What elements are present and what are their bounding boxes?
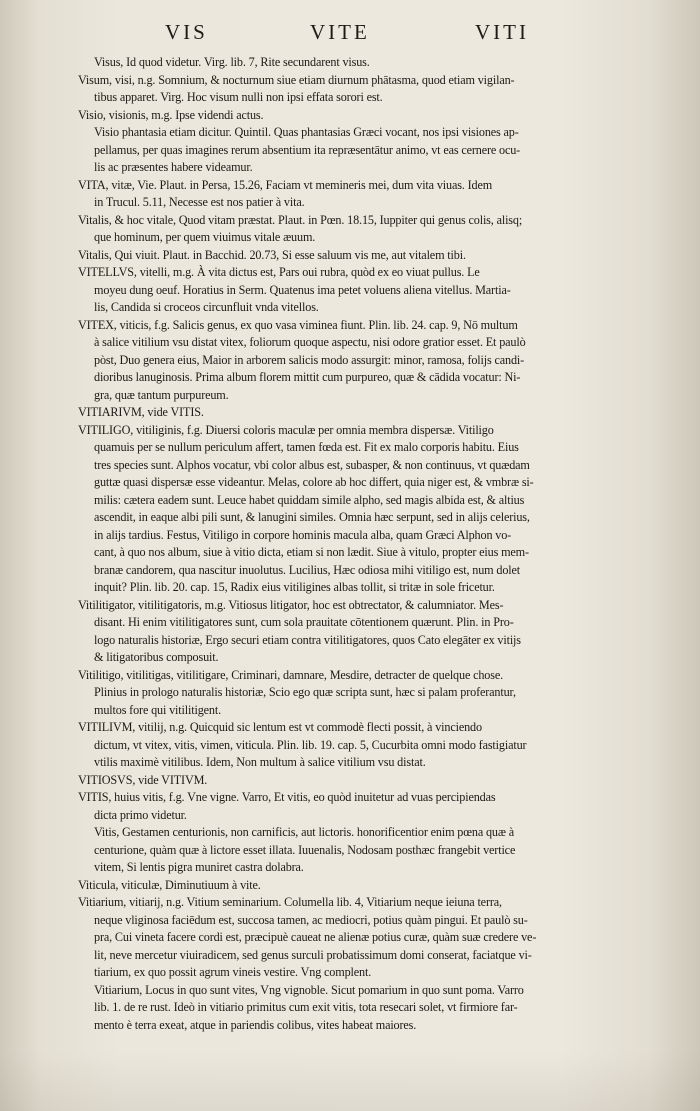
text-line: centurione, quàm quæ à lictore esset illata. Iuuenalis, Nodosam posthæc frangebit vertice: [94, 842, 516, 857]
text-line: Vitilitigator, vitilitigatoris, m.g. Vitiosus litigator, hoc est obtrectator, & calumniator. Mes-: [78, 597, 504, 612]
text-line: Visus, Id quod videtur. Virg. lib. 7, Rite secundarent visus.: [94, 55, 370, 69]
text-line: Plinius in prologo naturalis historiæ, Scio ego quæ scripta sunt, hæc si palam proferantur,: [94, 685, 516, 699]
running-head-center: VITE: [310, 20, 370, 44]
text-line: VITEX, viticis, f.g. Salicis genus, ex quo vasa viminea fiunt. Plin. lib. 24. cap. 9, Nō multum: [78, 317, 518, 332]
text-line: guttæ quasi dispersæ esse videantur. Melas, colore ab hoc differt, quia niger est, & vmbræ si-: [94, 475, 534, 489]
text-line: VITIARIVM, vide VITIS.: [78, 405, 204, 419]
text-line: Vitis, Gestamen centurionis, non carnificis, aut lictoris. honorificentior enim pœna quæ à: [94, 825, 515, 839]
text-line: & litigatoribus composuit.: [94, 650, 219, 664]
page-shadow: [0, 1051, 700, 1111]
text-line: Vitiarium, Locus in quo sunt vites, Vng vignoble. Sicut pomarium in quo sunt poma. Varro: [94, 982, 524, 997]
text-line: dicta primo videtur.: [94, 807, 187, 822]
text-line: Vitalis, Qui viuit. Plaut. in Bacchid. 20.73, Si esse saluum vis me, aut vitalem tibi.: [78, 247, 466, 262]
running-head: [165, 20, 565, 50]
text-line: VITILIGO, vitiliginis, f.g. Diuersi coloris maculæ per omnia membra dispersæ. Vitiligo: [78, 422, 494, 437]
text-line: Viticula, viticulæ, Diminutiuum à vite.: [78, 877, 261, 892]
text-line: VITILIVM, vitilij, n.g. Quicquid sic lentum est vt commodè flecti possit, à vinciendo: [78, 720, 482, 734]
text-line: lib. 1. de re rust. Ideò in vitiario primitus cum exit vitis, tota resecari solet, vt firmiore far-: [94, 1000, 518, 1014]
text-line: Vitiarium, vitiarij, n.g. Vitium seminarium. Columella lib. 4, Vitiarium neque ieiuna terra,: [78, 895, 502, 909]
text-line: in Trucul. 5.11, Necesse est nos patier à vita.: [94, 195, 305, 209]
text-line: branæ candorem, qua nascitur inuolutus. Lucilius, Hæc odiosa mihi vitiligo est, num dolet: [94, 562, 521, 577]
text-line: multos fore qui vitilitigent.: [94, 702, 221, 717]
text-line: cant, à quo nos album, siue à vitio dicta, etiam si non lædit. Siue à vitulo, propter eius mem-: [94, 545, 529, 559]
text-line: milis: cætera eadem sunt. Leuce habet quiddam simile alpho, sed magis albida est, & altius: [94, 492, 525, 507]
text-line: pellamus, per quas imagines rerum absentium ita repræsentātur animo, vt eas cernere ocu-: [94, 142, 521, 157]
text-line: Visio phantasia etiam dicitur. Quintil. Quas phantasias Græci vocant, nos ipsi visiones ap-: [94, 125, 519, 139]
text-line: Visum, visi, n.g. Somnium, & nocturnum siue etiam diurnum phātasma, quod etiam vigilan-: [78, 72, 515, 87]
text-line: VITIS, huius vitis, f.g. Vne vigne. Varro, Et vitis, eo quòd inuitetur ad vuas percipiendas: [78, 790, 496, 804]
text-line: tibus apparet. Virg. Hoc visum nulli non ipsi effata sorori est.: [94, 90, 383, 104]
text-line: dioribus lanuginosis. Prima album florem mittit cum purpureo, quæ & cādida vocatur: Ni-: [94, 370, 521, 384]
text-line: lit, neve mercetur viuiradicem, sed genus surculi probatissimum domi conserat, faciatque vi-: [94, 947, 532, 962]
text-line: VITIOSVS, vide VITIVM.: [78, 772, 208, 787]
text-line: in alijs tardius. Festus, Vitiligo in corpore hominis macula alba, quam Græci Alphon vo-: [94, 527, 512, 542]
text-line: quamuis per se nullum periculum affert, tamen fœda est. Fit ex malo corporis habitu. Eius: [94, 440, 519, 454]
text-line: pòst, Duo genera eius, Maior in arborem salicis modo assurgit: minor, ramosa, folijs candi-: [94, 352, 525, 367]
text-line: logo naturalis historiæ, Ergo securi etiam contra vitilitigatores, quos Cato elegāter ex vitijs: [94, 632, 521, 647]
text-line: ascendit, in eaque albi pili sunt, & lanugini similes. Omnia hæc serpunt, sed in alijs celerius,: [94, 510, 530, 524]
text-line: Vitalis, & hoc vitale, Quod vitam præstat. Plaut. in Pœn. 18.15, Iuppiter qui genus colis, alisq;: [78, 212, 523, 227]
text-line: Visio, visionis, m.g. Ipse videndi actus.: [78, 107, 264, 122]
text-line: vitem, Si lentis pigra muniret castra dolabra.: [94, 860, 304, 874]
text-line: que hominum, per quem viuimus vitale æuum.: [94, 230, 316, 244]
text-line: Vitilitigo, vitilitigas, vitilitigare, Criminari, damnare, Mesdire, detracter de quelque chose.: [78, 667, 503, 682]
running-head-right: VITI: [475, 20, 529, 44]
text-line: lis ac præsentes habere videamur.: [94, 160, 253, 174]
text-line: pra, Cui vineta facere cordi est, præcipuè caueat ne alienæ potius curæ, quàm suæ credere ve-: [94, 930, 537, 944]
text-line: gra, quæ tantum purpureum.: [94, 387, 229, 402]
text-line: lis, Candida si croceos circunfluit vnda vitellos.: [94, 300, 319, 314]
text-line: inquit? Plin. lib. 20. cap. 15, Radix eius vitiligines albas tollit, si tritæ in sole fricetur.: [94, 580, 495, 594]
text-line: à salice vitilium vsu distat vitex, foliorum quoque aspectu, nisi odore gratior esset. Et paulò: [94, 335, 526, 349]
text-line: disant. Hi enim vitilitigatores sunt, cum sola prauitate cōtentionem quærunt. Plin. in Pro-: [94, 615, 514, 629]
running-head-left: VIS: [165, 20, 208, 44]
text-line: tiarium, ex quo possit agrum vineis vestire. Vng complent.: [94, 965, 372, 979]
text-line: vtilis maximè vitilibus. Idem, Non multum à salice vitilium vsu distat.: [94, 755, 426, 769]
text-line: moyeu dung oeuf. Horatius in Serm. Quatenus ima petet voluens aliena vitellus. Martia-: [94, 282, 511, 297]
dictionary-text-column: [78, 54, 638, 1034]
text-line: dictum, vt vitex, vitis, vimen, viticula. Plin. lib. 19. cap. 5, Cucurbita omni modo fastigiatur: [94, 737, 527, 752]
text-line: VITELLVS, vitelli, m.g. À vita dictus est, Pars oui rubra, quòd ex eo viuat pullus. Le: [78, 265, 480, 279]
text-line: VITA, vitæ, Vie. Plaut. in Persa, 15.26, Faciam vt memineris mei, dum vita viuas. Idem: [78, 177, 493, 192]
text-line: neque vliginosa faciēdum est, succosa tamen, ac mediocri, potius quàm pingui. Et paulò su-: [94, 912, 528, 927]
text-line: tres species sunt. Alphos vocatur, vbi color albus est, subasper, & non continuus, vt quædam: [94, 457, 530, 472]
text-line: mento è terra exeat, atque in pariendis colibus, vites habeat maiores.: [94, 1017, 417, 1032]
